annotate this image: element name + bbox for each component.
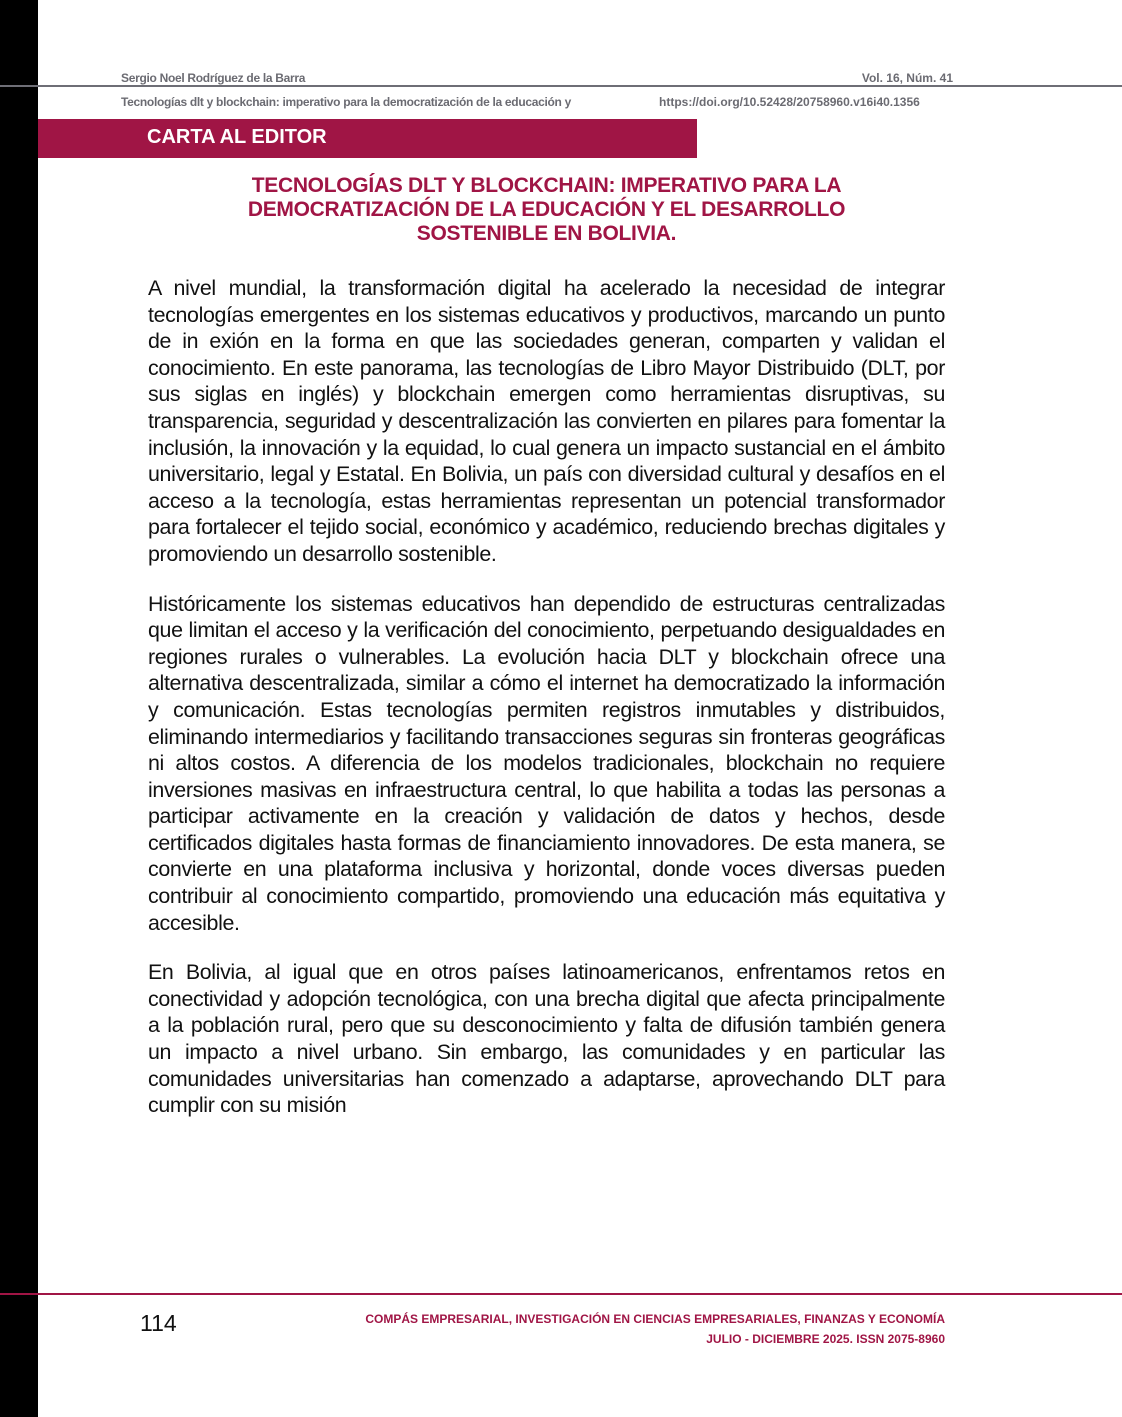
body-paragraph: A nivel mundial, la transformación digital ha acelerado la necesidad de integrar tecnologías emergentes en los sistemas educativos y productivos, marcando un punto de in exión en la forma en que las sociedades generan, comparten y validan el conocimiento. En este panorama, las tecnologías de Libro Mayor Distribuido (DLT, por sus siglas en inglés) y blockchain emergen como herramientas disruptivas, su transparencia, seguridad y descentralización las convierten en pilares para fomentar la inclusión, la innovación y la equidad, lo cual genera un impacto sustancial en el ámbito universitario, legal y Estatal. En Bolivia, un país con diversidad cultural y desafíos en el acceso a la tecnología, estas herramientas representan un potencial transformador para fortalecer el tejido social, económico y académico, reduciendo brechas digitales y promoviendo un desarrollo sostenible. [148,276,945,566]
header-author: Sergio Noel Rodríguez de la Barra [121,71,306,85]
left-margin-bar [0,0,38,1417]
section-label: CARTA AL EDITOR [147,126,327,148]
header-volume: Vol. 16, Núm. 41 [861,71,953,85]
body-paragraph: Históricamente los sistemas educativos han dependido de estructuras centralizadas que limitan el acceso y la verificación del conocimiento, perpetuando desigualdades en regiones rurales o vulnerables. La evolución hacia DLT y blockchain ofrece una alternativa descentralizada, similar a cómo el internet ha democratizado la información y comunicación. Estas tecnologías permiten registros inmutables y distribuidos, eliminando intermediarios y facilitando transacciones seguras sin fronteras geográficas ni altos costos. A diferencia de los modelos tradicionales, blockchain no requiere inversiones masivas en infraestructura central, lo que habilita a todas las personas a participar activamente en la creación y validación de datos y hechos, desde certificados digitales hasta formas de financiamiento innovadores. De esta manera, se convierte en una plataforma inclusiva y horizontal, donde voces diversas pueden contribuir al conocimiento compartido, promoviendo una educación más equitativa y accesible. [148,591,945,935]
header-divider [0,85,1122,87]
header-doi-link[interactable]: https://doi.org/10.52428/20758960.v16i40.1356 [659,95,920,109]
article-title: TECNOLOGÍAS DLT Y BLOCKCHAIN: IMPERATIVO PARA LA DEMOCRATIZACIÓN DE LA EDUCACIÓN Y EL DESARROLLO SOSTENIBLE EN BOLIVIA. [247,174,846,245]
footer-issue: JULIO - DICIEMBRE 2025. ISSN 2075-8960 [706,1332,945,1346]
article-body [148,275,945,1142]
footer-journal-name: COMPÁS EMPRESARIAL, INVESTIGACIÓN EN CIENCIAS EMPRESARIALES, FINANZAS Y ECONOMÍA [365,1312,945,1326]
section-band [38,119,697,158]
header-running-title: Tecnologías dlt y blockchain: imperativo para la democratización de la educación y [121,95,571,109]
footer-divider [0,1293,1122,1295]
page-number: 114 [140,1310,177,1336]
body-paragraph: En Bolivia, al igual que en otros países latinoamericanos, enfrentamos retos en conectividad y adopción tecnológica, con una brecha digital que afecta principalmente a la población rural, pero que su desconocimiento y falta de difusión también genera un impacto a nivel urbano. Sin embargo, las comunidades y en particular las comunidades universitarias han comenzado a adaptarse, aprovechando DLT para cumplir con su misión [148,960,945,1118]
